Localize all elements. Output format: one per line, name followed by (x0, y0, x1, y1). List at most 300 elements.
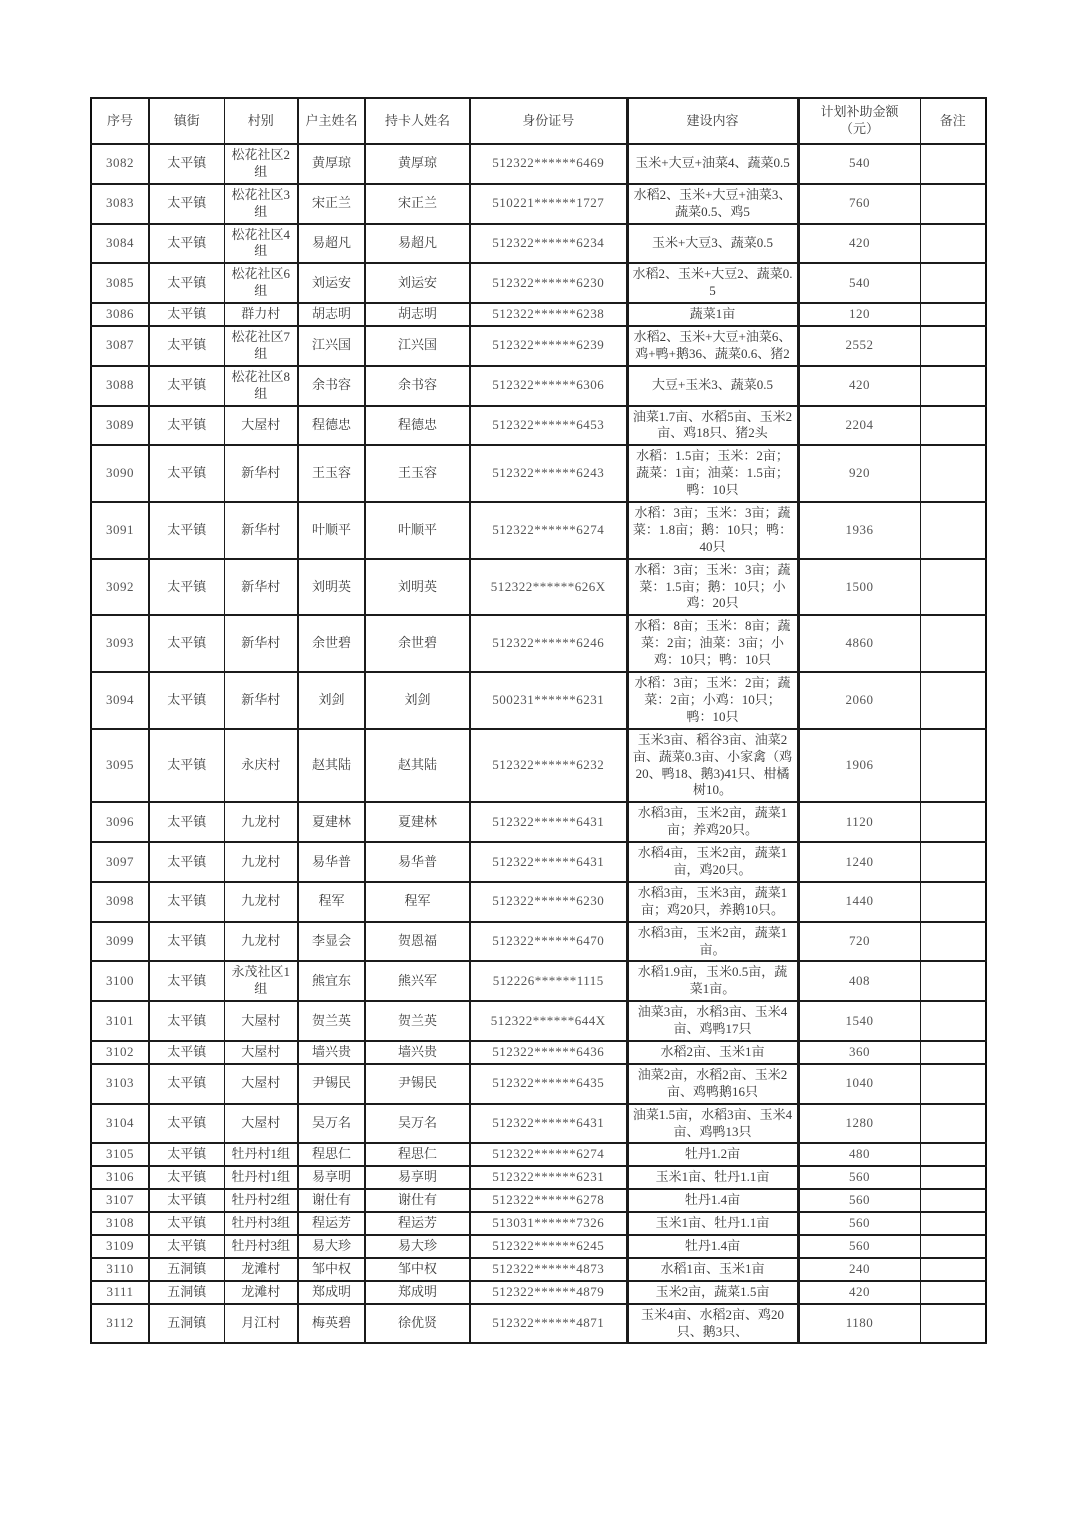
cell-amount: 420 (798, 366, 920, 406)
cell-seq: 3084 (91, 224, 149, 264)
cell-householder: 王玉容 (298, 445, 365, 502)
column-header-cardholder: 持卡人姓名 (365, 98, 470, 144)
cell-village: 九龙村 (224, 842, 298, 882)
table-row (91, 502, 986, 559)
cell-village: 大屋村 (224, 1104, 298, 1144)
cell-town: 太平镇 (149, 961, 224, 1001)
cell-amount: 1936 (798, 502, 920, 559)
cell-remark (920, 1104, 986, 1144)
amount-header-line1: 计划补助金额 (820, 104, 899, 120)
cell-seq: 3096 (91, 802, 149, 842)
table-body (91, 144, 986, 1343)
cell-village: 九龙村 (224, 922, 298, 962)
cell-remark (920, 729, 986, 803)
cell-remark (920, 366, 986, 406)
column-header-village: 村别 (224, 98, 298, 144)
cell-amount: 1180 (798, 1304, 920, 1344)
cell-remark (920, 961, 986, 1001)
cell-id_number: 500231******6231 (470, 672, 627, 729)
table-row (91, 1104, 986, 1144)
cell-content: 玉米4亩、水稻2亩、鸡20只、鹅3只、 (627, 1304, 798, 1344)
cell-cardholder: 王玉容 (365, 445, 470, 502)
cell-id_number: 512322******4879 (470, 1281, 627, 1304)
cell-remark (920, 1304, 986, 1344)
cell-householder: 余世碧 (298, 615, 365, 672)
cell-village: 松花社区4组 (224, 224, 298, 264)
cell-seq: 3105 (91, 1143, 149, 1166)
cell-town: 太平镇 (149, 144, 224, 184)
cell-village: 大屋村 (224, 1001, 298, 1041)
cell-amount: 1120 (798, 802, 920, 842)
cell-seq: 3086 (91, 303, 149, 326)
cell-town: 五洞镇 (149, 1304, 224, 1344)
cell-town: 太平镇 (149, 502, 224, 559)
cell-content: 牡丹1.4亩 (627, 1189, 798, 1212)
cell-remark (920, 922, 986, 962)
cell-cardholder: 黄厚琼 (365, 144, 470, 184)
cell-content: 牡丹1.2亩 (627, 1143, 798, 1166)
cell-householder: 黄厚琼 (298, 144, 365, 184)
cell-village: 龙滩村 (224, 1258, 298, 1281)
table-row (91, 144, 986, 184)
cell-amount: 560 (798, 1212, 920, 1235)
cell-id_number: 512322******6230 (470, 263, 627, 303)
cell-remark (920, 184, 986, 224)
cell-cardholder: 刘明英 (365, 559, 470, 616)
cell-seq: 3087 (91, 326, 149, 366)
table-row (91, 366, 986, 406)
cell-cardholder: 宋正兰 (365, 184, 470, 224)
cell-village: 大屋村 (224, 406, 298, 446)
cell-householder: 墙兴贵 (298, 1041, 365, 1064)
table-row (91, 263, 986, 303)
cell-householder: 易华普 (298, 842, 365, 882)
cell-content: 蔬菜1亩 (627, 303, 798, 326)
header-row (91, 98, 986, 144)
cell-amount: 1240 (798, 842, 920, 882)
cell-remark (920, 1041, 986, 1064)
cell-content: 玉米+大豆+油菜4、蔬菜0.5 (627, 144, 798, 184)
cell-id_number: 512322******6453 (470, 406, 627, 446)
cell-amount: 360 (798, 1041, 920, 1064)
cell-id_number: 512322******6436 (470, 1041, 627, 1064)
cell-village: 永茂社区1组 (224, 961, 298, 1001)
table-row (91, 802, 986, 842)
cell-cardholder: 刘剑 (365, 672, 470, 729)
cell-content: 油菜3亩，水稻3亩、玉米4亩、鸡鸭17只 (627, 1001, 798, 1041)
cell-remark (920, 1143, 986, 1166)
cell-cardholder: 熊兴军 (365, 961, 470, 1001)
cell-cardholder: 邹中权 (365, 1258, 470, 1281)
cell-householder: 李显会 (298, 922, 365, 962)
cell-town: 太平镇 (149, 802, 224, 842)
column-header-id-number: 身份证号 (470, 98, 627, 144)
cell-village: 新华村 (224, 559, 298, 616)
cell-village: 新华村 (224, 502, 298, 559)
table-row (91, 303, 986, 326)
column-header-remark: 备注 (920, 98, 986, 144)
cell-id_number: 512322******6274 (470, 1143, 627, 1166)
table-row (91, 326, 986, 366)
cell-id_number: 512322******6246 (470, 615, 627, 672)
cell-content: 玉米3亩、稻谷3亩、油菜2亩、蔬菜0.3亩、小家禽（鸡20、鸭18、鹅3)41只、柑橘树10。 (627, 729, 798, 803)
cell-seq: 3089 (91, 406, 149, 446)
cell-village: 牡丹村3组 (224, 1212, 298, 1235)
cell-cardholder: 江兴国 (365, 326, 470, 366)
cell-village: 松花社区8组 (224, 366, 298, 406)
cell-cardholder: 尹锡民 (365, 1064, 470, 1104)
cell-remark (920, 842, 986, 882)
cell-seq: 3112 (91, 1304, 149, 1344)
cell-content: 大豆+玉米3、蔬菜0.5 (627, 366, 798, 406)
cell-householder: 贺兰英 (298, 1001, 365, 1041)
cell-id_number: 513031******7326 (470, 1212, 627, 1235)
cell-cardholder: 赵其陆 (365, 729, 470, 803)
cell-cardholder: 易超凡 (365, 224, 470, 264)
cell-seq: 3110 (91, 1258, 149, 1281)
cell-id_number: 512322******6234 (470, 224, 627, 264)
cell-content: 水稻4亩，玉米2亩，蔬菜1亩，鸡20只。 (627, 842, 798, 882)
cell-cardholder: 谢仕有 (365, 1189, 470, 1212)
column-header-householder: 户主姓名 (298, 98, 365, 144)
cell-id_number: 510221******1727 (470, 184, 627, 224)
column-header-town: 镇街 (149, 98, 224, 144)
cell-householder: 刘剑 (298, 672, 365, 729)
cell-id_number: 512322******4871 (470, 1304, 627, 1344)
cell-town: 太平镇 (149, 1041, 224, 1064)
cell-town: 太平镇 (149, 615, 224, 672)
cell-town: 太平镇 (149, 1189, 224, 1212)
table-row (91, 1064, 986, 1104)
cell-remark (920, 502, 986, 559)
cell-village: 松花社区7组 (224, 326, 298, 366)
cell-cardholder: 徐优贤 (365, 1304, 470, 1344)
cell-amount: 420 (798, 1281, 920, 1304)
table-row (91, 406, 986, 446)
column-header-seq: 序号 (91, 98, 149, 144)
cell-amount: 560 (798, 1189, 920, 1212)
cell-village: 群力村 (224, 303, 298, 326)
cell-seq: 3091 (91, 502, 149, 559)
cell-town: 太平镇 (149, 366, 224, 406)
cell-amount: 408 (798, 961, 920, 1001)
cell-village: 月江村 (224, 1304, 298, 1344)
cell-town: 太平镇 (149, 326, 224, 366)
cell-village: 新华村 (224, 672, 298, 729)
cell-seq: 3103 (91, 1064, 149, 1104)
cell-village: 松花社区6组 (224, 263, 298, 303)
cell-cardholder: 墙兴贵 (365, 1041, 470, 1064)
cell-seq: 3097 (91, 842, 149, 882)
cell-cardholder: 胡志明 (365, 303, 470, 326)
cell-householder: 郑成明 (298, 1281, 365, 1304)
cell-householder: 吴万名 (298, 1104, 365, 1144)
cell-amount: 1440 (798, 882, 920, 922)
table-row (91, 729, 986, 803)
cell-town: 太平镇 (149, 263, 224, 303)
table-row (91, 672, 986, 729)
cell-id_number: 512322******6243 (470, 445, 627, 502)
cell-id_number: 512322******644X (470, 1001, 627, 1041)
cell-id_number: 512322******6431 (470, 842, 627, 882)
cell-village: 龙滩村 (224, 1281, 298, 1304)
cell-cardholder: 贺兰英 (365, 1001, 470, 1041)
cell-remark (920, 1258, 986, 1281)
cell-id_number: 512322******6469 (470, 144, 627, 184)
cell-content: 水稻2、玉米+大豆+油菜6、鸡+鸭+鹅36、蔬菜0.6、猪2 (627, 326, 798, 366)
cell-householder: 刘运安 (298, 263, 365, 303)
subsidy-table (90, 97, 987, 1344)
cell-amount: 540 (798, 144, 920, 184)
cell-village: 大屋村 (224, 1041, 298, 1064)
cell-householder: 江兴国 (298, 326, 365, 366)
cell-remark (920, 1001, 986, 1041)
cell-id_number: 512322******6435 (470, 1064, 627, 1104)
cell-content: 水稻：3亩；玉米：2亩；蔬菜：2亩；小鸡：10只；鸭：10只 (627, 672, 798, 729)
cell-id_number: 512322******6431 (470, 802, 627, 842)
cell-content: 玉米1亩、牡丹1.1亩 (627, 1166, 798, 1189)
cell-householder: 余书容 (298, 366, 365, 406)
cell-village: 九龙村 (224, 802, 298, 842)
cell-householder: 程思仁 (298, 1143, 365, 1166)
cell-cardholder: 贺恩福 (365, 922, 470, 962)
cell-seq: 3094 (91, 672, 149, 729)
cell-amount: 4860 (798, 615, 920, 672)
cell-cardholder: 吴万名 (365, 1104, 470, 1144)
cell-householder: 易大珍 (298, 1235, 365, 1258)
cell-amount: 760 (798, 184, 920, 224)
cell-remark (920, 1064, 986, 1104)
cell-householder: 易超凡 (298, 224, 365, 264)
cell-amount: 1040 (798, 1064, 920, 1104)
table-row (91, 1166, 986, 1189)
table-row (91, 1258, 986, 1281)
cell-town: 太平镇 (149, 1212, 224, 1235)
cell-householder: 程德忠 (298, 406, 365, 446)
cell-content: 水稻3亩，玉米2亩，蔬菜1亩；养鸡20只。 (627, 802, 798, 842)
cell-seq: 3090 (91, 445, 149, 502)
table-row (91, 184, 986, 224)
cell-id_number: 512322******6230 (470, 882, 627, 922)
cell-town: 太平镇 (149, 559, 224, 616)
cell-id_number: 512322******6239 (470, 326, 627, 366)
table-row (91, 1041, 986, 1064)
cell-householder: 程运芳 (298, 1212, 365, 1235)
cell-seq: 3085 (91, 263, 149, 303)
cell-remark (920, 559, 986, 616)
cell-content: 玉米+大豆3、蔬菜0.5 (627, 224, 798, 264)
cell-town: 太平镇 (149, 1064, 224, 1104)
cell-remark (920, 882, 986, 922)
cell-amount: 1280 (798, 1104, 920, 1144)
table-row (91, 1212, 986, 1235)
cell-amount: 2552 (798, 326, 920, 366)
cell-cardholder: 叶顺平 (365, 502, 470, 559)
cell-remark (920, 672, 986, 729)
cell-seq: 3099 (91, 922, 149, 962)
cell-id_number: 512322******6245 (470, 1235, 627, 1258)
cell-village: 牡丹村3组 (224, 1235, 298, 1258)
table-row (91, 445, 986, 502)
cell-seq: 3107 (91, 1189, 149, 1212)
amount-header-line2: （元） (839, 121, 879, 136)
table-header (91, 98, 986, 144)
column-header-content: 建设内容 (627, 98, 798, 144)
cell-seq: 3088 (91, 366, 149, 406)
cell-content: 水稻：1.5亩；玉米：2亩；蔬菜：1亩；油菜：1.5亩；鸭：10只 (627, 445, 798, 502)
cell-content: 水稻3亩，玉米2亩，蔬菜1亩。 (627, 922, 798, 962)
cell-amount: 540 (798, 263, 920, 303)
cell-remark (920, 802, 986, 842)
cell-content: 水稻2、玉米+大豆+油菜3、蔬菜0.5、鸡5 (627, 184, 798, 224)
cell-content: 水稻3亩，玉米3亩，蔬菜1亩；鸡20只，养鹅10只。 (627, 882, 798, 922)
cell-town: 太平镇 (149, 842, 224, 882)
table-row (91, 1304, 986, 1344)
cell-town: 太平镇 (149, 672, 224, 729)
cell-cardholder: 程思仁 (365, 1143, 470, 1166)
cell-content: 油菜1.7亩、水稻5亩、玉米2亩、鸡18只、猪2头 (627, 406, 798, 446)
cell-town: 太平镇 (149, 882, 224, 922)
cell-village: 永庆村 (224, 729, 298, 803)
cell-householder: 程军 (298, 882, 365, 922)
cell-cardholder: 郑成明 (365, 1281, 470, 1304)
cell-amount: 1540 (798, 1001, 920, 1041)
cell-cardholder: 余世碧 (365, 615, 470, 672)
cell-content: 水稻2亩、玉米1亩 (627, 1041, 798, 1064)
cell-householder: 尹锡民 (298, 1064, 365, 1104)
table-row (91, 1281, 986, 1304)
cell-content: 水稻：8亩；玉米：8亩；蔬菜：2亩；油菜：3亩；小鸡：10只；鸭：10只 (627, 615, 798, 672)
cell-remark (920, 406, 986, 446)
cell-householder: 熊宜东 (298, 961, 365, 1001)
cell-content: 水稻1亩、玉米1亩 (627, 1258, 798, 1281)
table-row (91, 1001, 986, 1041)
cell-amount: 120 (798, 303, 920, 326)
cell-content: 油菜1.5亩，水稻3亩、玉米4亩、鸡鸭13只 (627, 1104, 798, 1144)
cell-amount: 480 (798, 1143, 920, 1166)
cell-seq: 3095 (91, 729, 149, 803)
cell-town: 太平镇 (149, 1235, 224, 1258)
table-row (91, 559, 986, 616)
table-row (91, 1235, 986, 1258)
cell-amount: 560 (798, 1235, 920, 1258)
cell-amount: 1906 (798, 729, 920, 803)
cell-village: 大屋村 (224, 1064, 298, 1104)
cell-content: 水稻1.9亩，玉米0.5亩，蔬菜1亩。 (627, 961, 798, 1001)
cell-id_number: 512322******6274 (470, 502, 627, 559)
cell-village: 九龙村 (224, 882, 298, 922)
cell-amount: 720 (798, 922, 920, 962)
cell-seq: 3082 (91, 144, 149, 184)
cell-remark (920, 445, 986, 502)
cell-seq: 3101 (91, 1001, 149, 1041)
cell-town: 太平镇 (149, 224, 224, 264)
cell-householder: 梅英碧 (298, 1304, 365, 1344)
cell-seq: 3109 (91, 1235, 149, 1258)
cell-content: 牡丹1.4亩 (627, 1235, 798, 1258)
cell-remark (920, 224, 986, 264)
cell-seq: 3100 (91, 961, 149, 1001)
cell-content: 水稻：3亩；玉米：3亩；蔬菜：1.5亩；鹅：10只；小鸡：20只 (627, 559, 798, 616)
cell-id_number: 512322******6306 (470, 366, 627, 406)
cell-town: 太平镇 (149, 1001, 224, 1041)
cell-village: 松花社区2组 (224, 144, 298, 184)
table-row (91, 922, 986, 962)
cell-town: 太平镇 (149, 184, 224, 224)
column-header-amount (798, 98, 920, 144)
cell-householder: 夏建林 (298, 802, 365, 842)
table-row (91, 961, 986, 1001)
cell-seq: 3106 (91, 1166, 149, 1189)
cell-cardholder: 程运芳 (365, 1212, 470, 1235)
cell-seq: 3083 (91, 184, 149, 224)
cell-seq: 3111 (91, 1281, 149, 1304)
table-row (91, 615, 986, 672)
cell-id_number: 512226******1115 (470, 961, 627, 1001)
cell-village: 新华村 (224, 445, 298, 502)
cell-town: 太平镇 (149, 445, 224, 502)
table-row (91, 842, 986, 882)
cell-town: 太平镇 (149, 303, 224, 326)
cell-cardholder: 易华普 (365, 842, 470, 882)
cell-householder: 刘明英 (298, 559, 365, 616)
cell-content: 水稻：3亩；玉米：3亩；蔬菜：1.8亩；鹅：10只；鸭：40只 (627, 502, 798, 559)
cell-id_number: 512322******6232 (470, 729, 627, 803)
cell-village: 松花社区3组 (224, 184, 298, 224)
cell-cardholder: 余书容 (365, 366, 470, 406)
cell-cardholder: 易大珍 (365, 1235, 470, 1258)
cell-remark (920, 1166, 986, 1189)
cell-id_number: 512322******6431 (470, 1104, 627, 1144)
cell-remark (920, 303, 986, 326)
cell-id_number: 512322******4873 (470, 1258, 627, 1281)
cell-remark (920, 1212, 986, 1235)
cell-amount: 420 (798, 224, 920, 264)
cell-id_number: 512322******6278 (470, 1189, 627, 1212)
cell-amount: 1500 (798, 559, 920, 616)
cell-town: 太平镇 (149, 1104, 224, 1144)
cell-town: 太平镇 (149, 922, 224, 962)
cell-householder: 邹中权 (298, 1258, 365, 1281)
cell-id_number: 512322******6470 (470, 922, 627, 962)
cell-cardholder: 刘运安 (365, 263, 470, 303)
cell-householder: 胡志明 (298, 303, 365, 326)
cell-cardholder: 程军 (365, 882, 470, 922)
cell-householder: 易享明 (298, 1166, 365, 1189)
cell-amount: 2060 (798, 672, 920, 729)
cell-town: 太平镇 (149, 406, 224, 446)
cell-seq: 3098 (91, 882, 149, 922)
table-row (91, 224, 986, 264)
cell-town: 太平镇 (149, 729, 224, 803)
table-row (91, 1143, 986, 1166)
cell-amount: 560 (798, 1166, 920, 1189)
cell-id_number: 512322******6238 (470, 303, 627, 326)
cell-seq: 3102 (91, 1041, 149, 1064)
cell-householder: 谢仕有 (298, 1189, 365, 1212)
cell-content: 玉米1亩、牡丹1.1亩 (627, 1212, 798, 1235)
cell-content: 玉米2亩，蔬菜1.5亩 (627, 1281, 798, 1304)
cell-village: 新华村 (224, 615, 298, 672)
cell-remark (920, 1235, 986, 1258)
cell-remark (920, 1189, 986, 1212)
cell-householder: 赵其陆 (298, 729, 365, 803)
cell-seq: 3093 (91, 615, 149, 672)
cell-remark (920, 144, 986, 184)
cell-remark (920, 263, 986, 303)
cell-village: 牡丹村1组 (224, 1166, 298, 1189)
cell-cardholder: 易享明 (365, 1166, 470, 1189)
